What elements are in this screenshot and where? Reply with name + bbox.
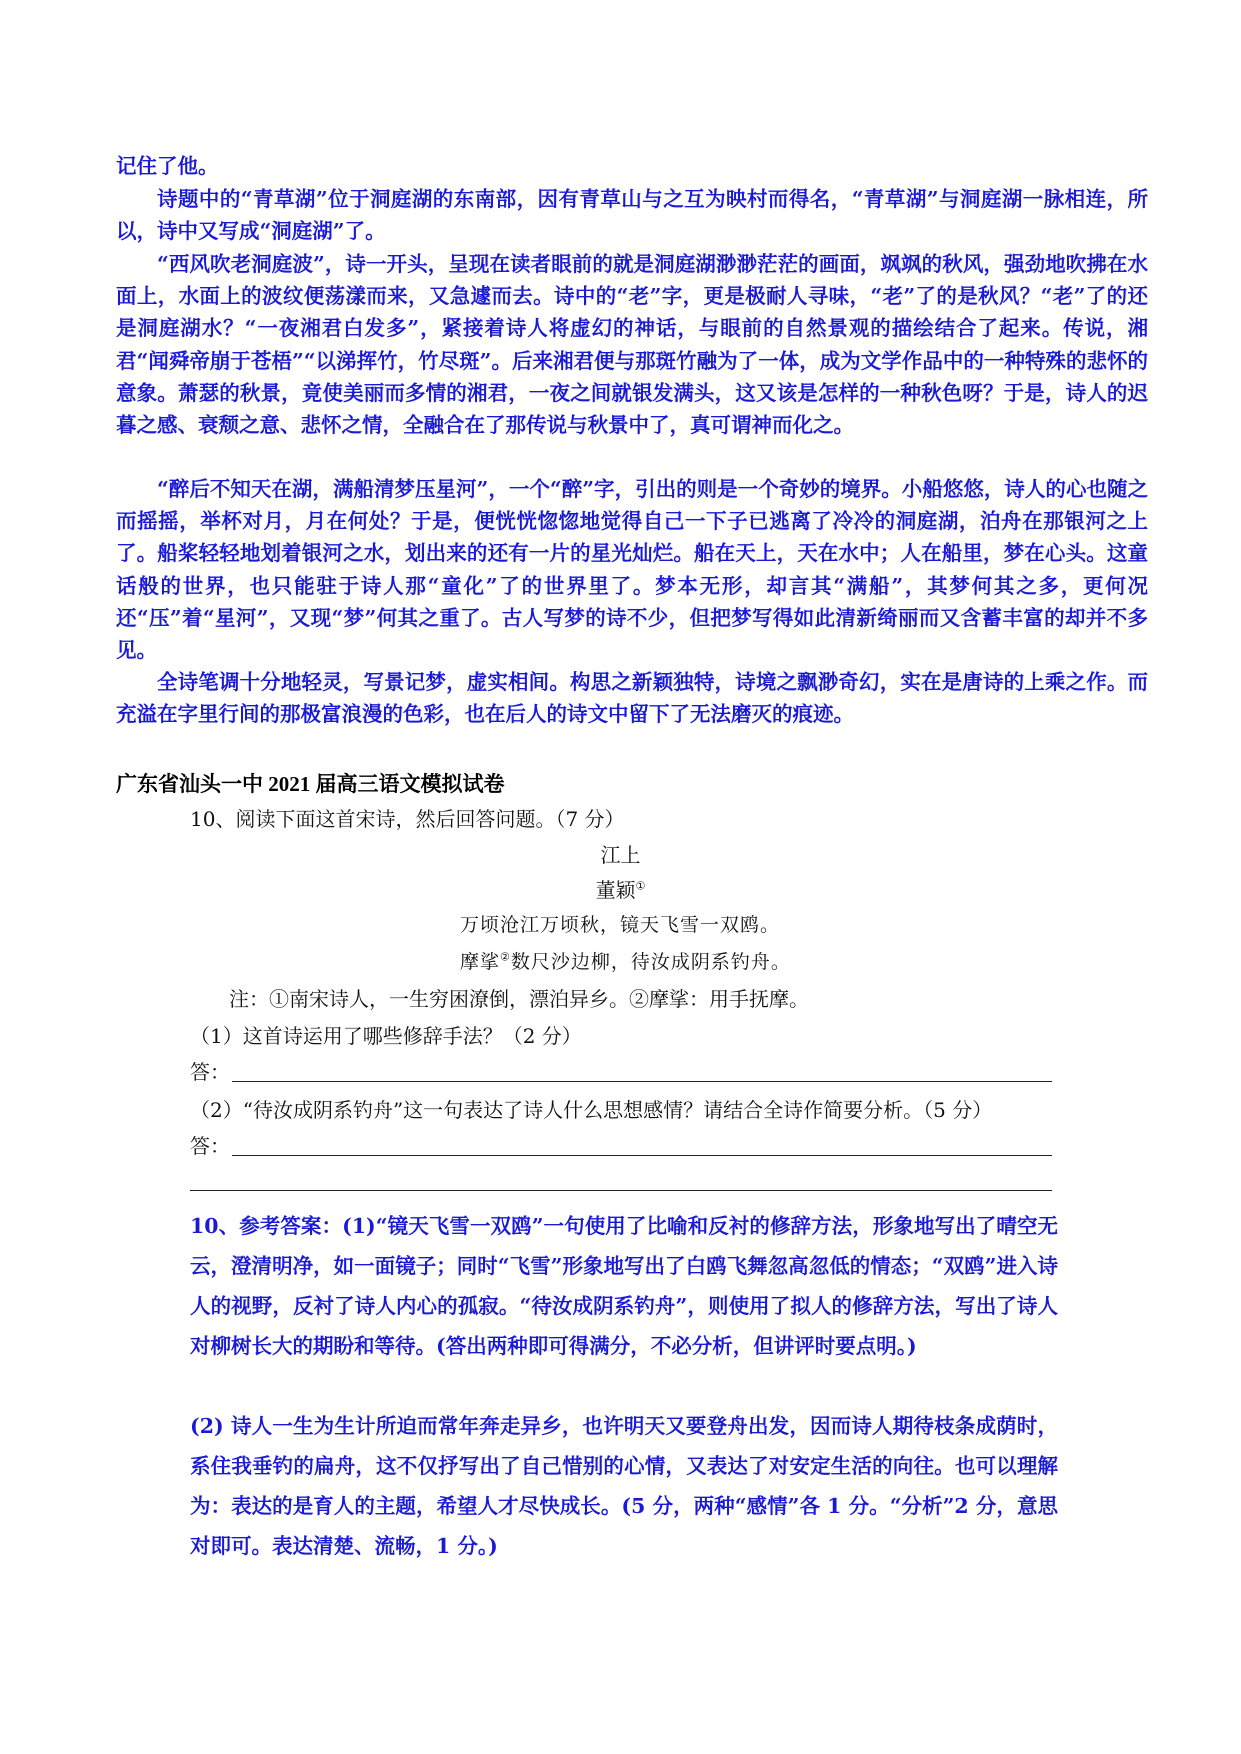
- poem-line-2: [460, 947, 791, 974]
- poem-line-2-start: 摩挲: [460, 951, 501, 973]
- answer-line-2[interactable]: [232, 1155, 1052, 1156]
- answer-line-3[interactable]: [190, 1190, 1052, 1191]
- poem-author-name: 董颖: [595, 878, 636, 902]
- poem-line-2-end: 数尺沙边柳，待汝成阴系钓舟。: [510, 951, 791, 973]
- exam-heading: 广东省汕头一中 2021 届高三语文模拟试卷: [116, 772, 505, 796]
- analysis-paragraph-5: 全诗笔调十分地轻灵，写景记梦，虚实相间。构思之新颖独特，诗境之飘渺奇幻，实在是唐诗的上乘之作。而充溢在字里行间的那极富浪漫的色彩，也在后人的诗文中留下了无法磨灭的痕迹。: [116, 670, 1148, 727]
- poem-line-1: 万顷沧江万顷秋，镜天飞雪一双鸥。: [460, 914, 781, 936]
- poem-note-mark: ②: [500, 950, 511, 964]
- sub-question-2: （2）“待汝成阴系钓舟”这一句表达了诗人什么思想感情？请结合全诗作简要分析。（5 分）: [190, 1098, 993, 1122]
- analysis-paragraph-4: “醉后不知天在湖，满船清梦压星河”，一个“醉”字，引出的则是一个奇妙的境界。小船悠悠，诗人的心也随之而摇摇，举杯对月，月在何处？于是，便恍恍惚惚地觉得自己一下子已逃离了冷冷的洞庭湖，泊舟在那银河之上了。船桨轻轻地划着银河之水，划出来的还有一片的星光灿烂。船在天上，天在水中；人在船里，梦在心头。这童话般的世界，也只能驻于诗人那“童化”了的世界里了。梦本无形，却言其“满船”，其梦何其之多，更何况还“压”着“星河”，又现“梦”何其之重了。古人写梦的诗不少，但把梦写得如此清新绮丽而又含蓄丰富的却并不多见。: [116, 477, 1148, 663]
- poem-title: 江上: [600, 843, 641, 867]
- answer-label-2: 答：: [190, 1134, 230, 1158]
- poem-note: 注：①南宋诗人，一生穷困潦倒，漂泊异乡。②摩挲：用手抚摩。: [229, 987, 809, 1011]
- author-note-mark: ①: [635, 879, 646, 893]
- sub-question-1: （1）这首诗运用了哪些修辞手法？（2 分）: [190, 1024, 582, 1048]
- analysis-paragraph-1: 记住了他。: [116, 154, 219, 178]
- poem-author: [0, 874, 1241, 903]
- answer-line-1[interactable]: [232, 1081, 1052, 1082]
- question-prompt: 10、阅读下面这首宋诗，然后回答问题。（7 分）: [190, 807, 625, 831]
- reference-answer-part-2: (2) 诗人一生为生计所迫而常年奔走异乡，也许明天又要登舟出发，因而诗人期待枝条成荫时，系住我垂钓的扁舟，这不仅抒写出了自己惜别的心情，又表达了对安定生活的向往。也可以理解为：表达的是育人的主题，希望人才尽快成长。(5 分，两种“感情”各 1 分。“分析”2 分，意思对即可。表达清楚、流畅，1 分。): [190, 1414, 1058, 1558]
- analysis-paragraph-3: “西风吹老洞庭波”，诗一开头，呈现在读者眼前的就是洞庭湖渺渺茫茫的画面，飒飒的秋风，强劲地吹拂在水面上，水面上的波纹便荡漾而来，又急遽而去。诗中的“老”字，更是极耐人寻味，“老”了的是秋风？“老”了的还是洞庭湖水？“一夜湘君白发多”，紧接着诗人将虚幻的神话，与眼前的自然景观的描绘结合了起来。传说，湘君“闻舜帝崩于苍梧”“以涕挥竹，竹尽斑”。后来湘君便与那斑竹融为了一体，成为文学作品中的一种特殊的悲怀的意象。萧瑟的秋景，竟使美丽而多情的湘君，一夜之间就银发满头，这又该是怎样的一种秋色呀？于是，诗人的迟暮之感、衰颓之意、悲怀之情，全融合在了那传说与秋景中了，真可谓神而化之。: [116, 252, 1148, 438]
- reference-answer-part-1: 10、参考答案：(1)“镜天飞雪一双鸥”一句使用了比喻和反衬的修辞方法，形象地写出了晴空无云，澄清明净，如一面镜子；同时“飞雪”形象地写出了白鸥飞舞忽高忽低的情态；“双鸥”进入诗人的视野，反衬了诗人内心的孤寂。“待汝成阴系钓舟”，则使用了拟人的修辞方法，写出了诗人对柳树长大的期盼和等待。(答出两种即可得满分，不必分析，但讲评时要点明。): [190, 1214, 1058, 1358]
- analysis-paragraph-2: 诗题中的“青草湖”位于洞庭湖的东南部，因有青草山与之互为映村而得名，“青草湖”与洞庭湖一脉相连，所以，诗中又写成“洞庭湖”了。: [116, 187, 1148, 244]
- answer-label-1: 答：: [190, 1060, 230, 1084]
